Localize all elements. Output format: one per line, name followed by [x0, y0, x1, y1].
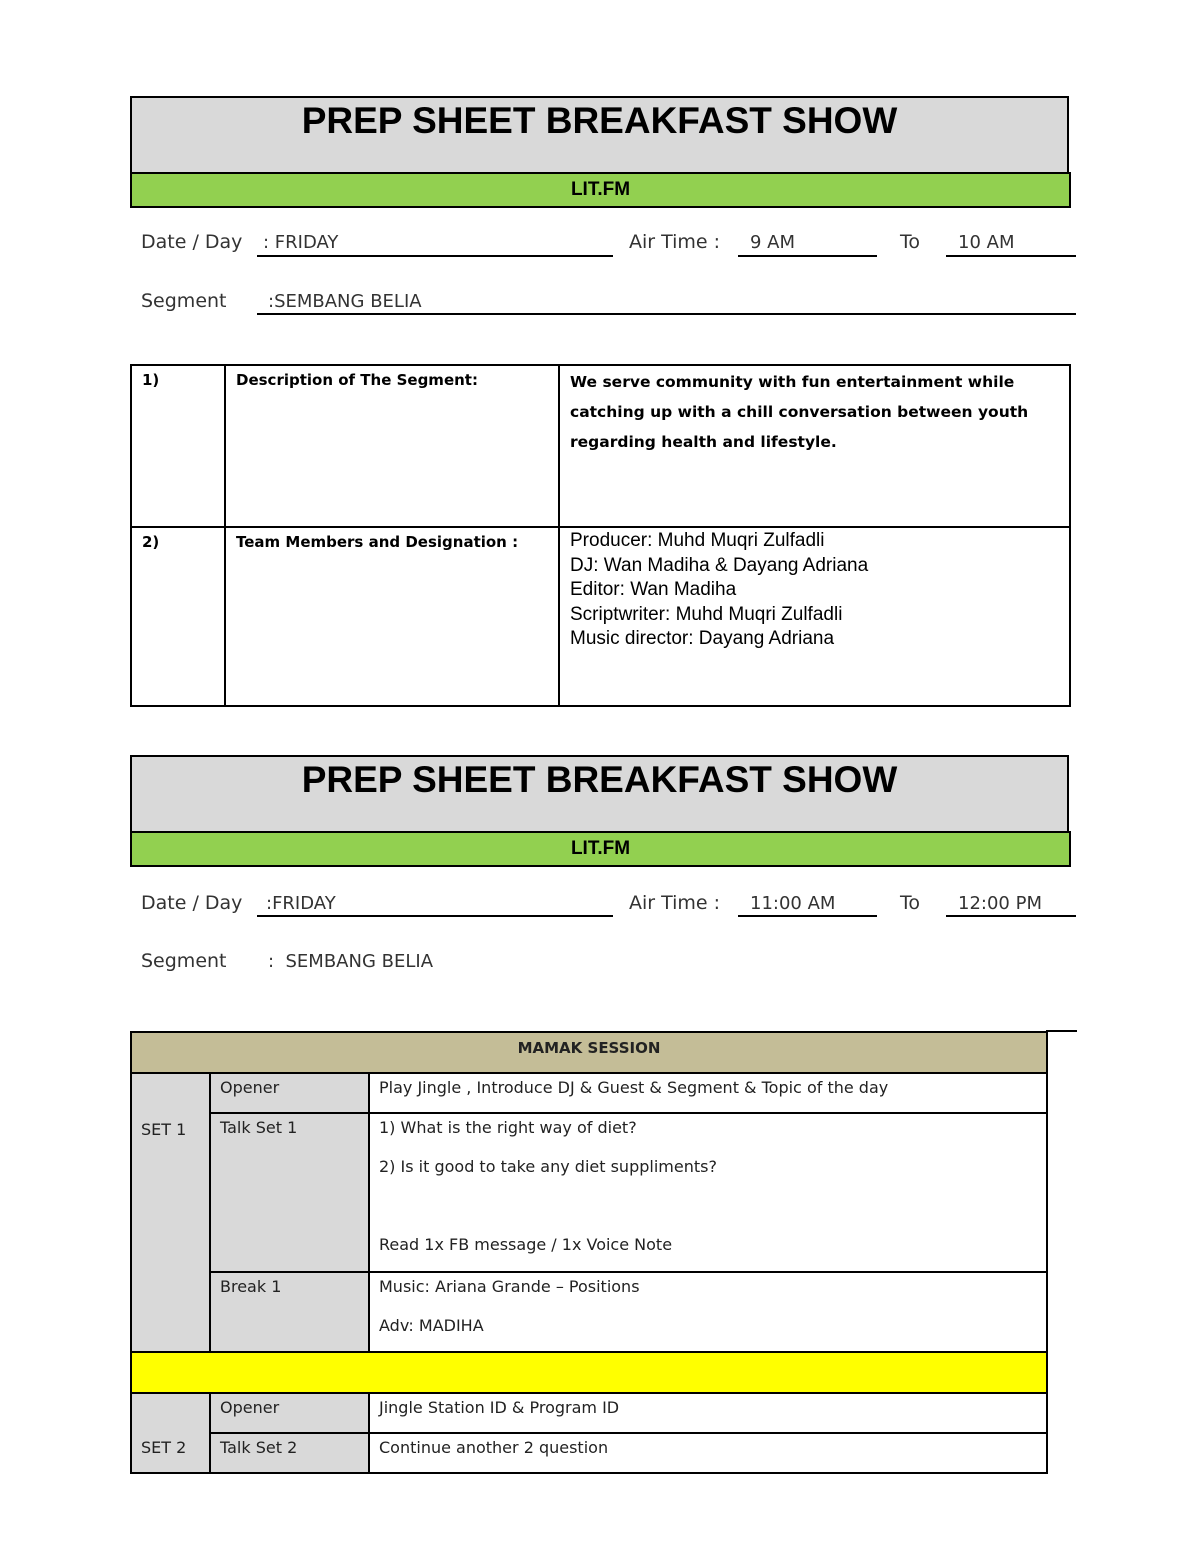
sheet1-airtime-label: Air Time :	[629, 231, 721, 253]
session-top-rule	[1046, 1030, 1077, 1032]
row-number: 1)	[131, 365, 225, 527]
sheet2-airtime-from: 11:00 AM	[750, 893, 836, 914]
team-member: Editor: Wan Madiha	[570, 579, 737, 600]
sheet1-date-value: : FRIDAY	[263, 232, 339, 253]
item-label: Break 1	[210, 1272, 369, 1352]
item-content: Jingle Station ID & Program ID	[369, 1393, 1047, 1433]
table-row	[131, 1272, 1047, 1352]
sheet2-date-label: Date / Day	[141, 892, 243, 914]
sheet1-title: PREP SHEET BREAKFAST SHOW	[130, 96, 1069, 174]
table-row	[131, 527, 1070, 706]
sheet1-airtime-from-underline	[738, 255, 877, 257]
rundown-table	[130, 1031, 1048, 1474]
sheet1-segment-value: :SEMBANG BELIA	[268, 291, 422, 312]
sheet1-airtime-from: 9 AM	[750, 232, 796, 253]
row-heading: Team Members and Designation :	[225, 527, 559, 706]
team-member: Music director: Dayang Adriana	[570, 628, 835, 649]
item-label: Opener	[210, 1393, 369, 1433]
item-label: Talk Set 2	[210, 1433, 369, 1473]
item-content: Continue another 2 question	[369, 1433, 1047, 1473]
team-member: Scriptwriter: Muhd Muqri Zulfadli	[570, 603, 843, 625]
sheet1-segment-underline	[257, 313, 1076, 315]
item-label: Talk Set 1	[210, 1113, 369, 1272]
sheet1-segment-label: Segment	[141, 290, 227, 312]
row-heading: Description of The Segment:	[225, 365, 559, 527]
item-content	[369, 1113, 1047, 1272]
table-row	[131, 1113, 1047, 1272]
sheet2-segment-label: Segment	[141, 950, 227, 972]
sheet2-airtime-from-underline	[738, 915, 877, 917]
sheet2-date-value: :FRIDAY	[266, 893, 336, 914]
sheet2-date-underline	[257, 915, 613, 917]
sheet2-to-label: To	[900, 892, 921, 914]
sheet2-segment-value: : SEMBANG BELIA	[268, 951, 434, 972]
sheet2-airtime-to-underline	[946, 915, 1076, 917]
talk-note: Read 1x FB message / 1x Voice Note	[379, 1235, 673, 1254]
team-member: DJ: Wan Madiha & Dayang Adriana	[570, 554, 869, 576]
team-members	[559, 527, 1070, 706]
table-row	[131, 1393, 1047, 1433]
table-row	[131, 1433, 1047, 1473]
row-number: 2)	[131, 527, 225, 706]
segment-description: We serve community with fun entertainment while catching up with a chill conversation between youth regarding health and lifestyle.	[559, 365, 1070, 527]
sheet2-title: PREP SHEET BREAKFAST SHOW	[130, 755, 1069, 833]
sheet1-date-label: Date / Day	[141, 231, 243, 253]
table-row	[131, 1073, 1047, 1113]
item-content: Play Jingle , Introduce DJ & Guest & Segment & Topic of the day	[369, 1073, 1047, 1113]
sheet1-to-label: To	[900, 231, 921, 253]
talk-question: 2) Is it good to take any diet suppliments?	[379, 1157, 717, 1176]
set-label: SET 1	[131, 1073, 210, 1352]
set-label: SET 2	[131, 1393, 210, 1473]
sheet1-airtime-to-underline	[946, 255, 1076, 257]
sheet2-airtime-to: 12:00 PM	[958, 893, 1042, 914]
item-content	[369, 1272, 1047, 1352]
sheet2-station: LIT.FM	[130, 831, 1071, 867]
team-member: Producer: Muhd Muqri Zulfadli	[570, 530, 825, 551]
sheet1-date-underline	[257, 255, 613, 257]
segment-info-table	[130, 364, 1071, 707]
table-row	[131, 1352, 1047, 1393]
sheet1-station: LIT.FM	[130, 172, 1071, 208]
session-title: MAMAK SESSION	[131, 1032, 1047, 1073]
table-row	[131, 1032, 1047, 1073]
break-adv: Adv: MADIHA	[379, 1316, 484, 1335]
talk-question: 1) What is the right way of diet?	[379, 1118, 637, 1137]
table-row	[131, 365, 1070, 527]
sheet2-airtime-label: Air Time :	[629, 892, 721, 914]
item-label: Opener	[210, 1073, 369, 1113]
break-music: Music: Ariana Grande – Positions	[379, 1277, 640, 1296]
set-divider	[131, 1352, 1047, 1393]
sheet1-airtime-to: 10 AM	[958, 232, 1015, 253]
